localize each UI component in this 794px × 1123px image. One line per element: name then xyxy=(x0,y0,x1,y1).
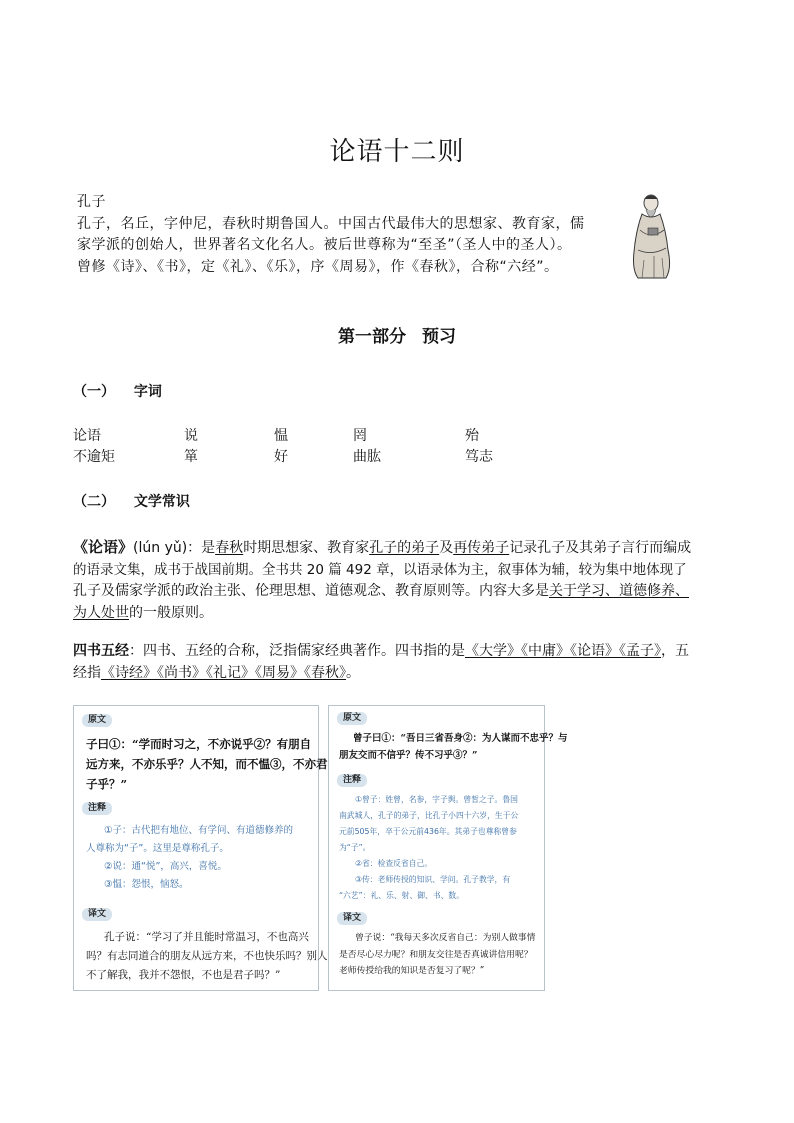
text-panel-zengzi xyxy=(328,705,568,991)
text-line: 子曰①：“学而时习之，不亦说乎②？有朋自 xyxy=(86,737,312,751)
term-lunyu: 《论语》 xyxy=(73,538,134,556)
pinyin: (lún yǔ)：是 xyxy=(133,540,216,556)
text: 经指 xyxy=(73,664,101,681)
text: 孔子及儒家学派的政治主张、伦理思想、道德观念、教育原则等。内容大多是 xyxy=(73,583,549,599)
vocab-item: 说 xyxy=(184,428,198,444)
text-line: 远方来，不亦乐乎？人不知，而不愠③，不亦君 xyxy=(86,757,328,771)
original-text xyxy=(339,730,567,764)
tag-notes: 注释 xyxy=(337,774,367,787)
text-panel-xue-er xyxy=(73,705,328,991)
note-line: ③传：老师传授的知识、学问。孔子教学，有 xyxy=(355,875,511,884)
text: 的语录文集，成书于战国前期。全书共 20 篇 492 章，以语录体为主，叙事体为辅，较为集中地体现了 xyxy=(73,561,687,578)
underlined-term: 为人处世 xyxy=(73,604,129,621)
text-line: 老师传授给我的知识是否复习了呢？” xyxy=(339,966,485,976)
note-line: ①子：古代把有地位、有学问、有道德修养的 xyxy=(104,825,294,836)
note-line: 南武城人，孔子的弟子，比孔子小四十六岁，生于公 xyxy=(339,811,519,820)
text-line: 吗？有志同道合的朋友从远方来，不也快乐吗？别人 xyxy=(86,950,328,962)
note-line: ②省：检查反省自己。 xyxy=(355,859,433,868)
confucius-portrait xyxy=(624,190,680,282)
underlined-term: 关于学习、道德修养、 xyxy=(549,583,689,599)
vocab-item: 箪 xyxy=(184,449,198,465)
note-line: “六艺”：礼、乐、射、御、书、数。 xyxy=(339,891,465,900)
author-name: 孔子 xyxy=(77,194,106,210)
section-number: （一） xyxy=(73,384,115,400)
note-line: 元前505年，卒于公元前436年。其弟子也尊称曾参 xyxy=(339,827,517,836)
text-line: 不了解我，我并不怨恨，不也是君子吗？” xyxy=(86,969,281,981)
vocab-item: 论语 xyxy=(73,428,101,444)
section-title: 字词 xyxy=(133,384,162,400)
underlined-term: 春秋 xyxy=(215,540,244,556)
underlined-term: 再传弟子 xyxy=(453,540,510,556)
text-line: 孔子说：“学习了并且能时常温习，不也高兴 xyxy=(104,931,309,943)
translation xyxy=(339,930,535,980)
text-line: 曾子曰①：“吾日三省吾身②：为人谋而不忠乎？与 xyxy=(353,733,568,744)
notes xyxy=(86,822,293,894)
text: 及 xyxy=(439,540,454,556)
vocab-item: 好 xyxy=(274,449,288,465)
section-heading-literature xyxy=(73,491,190,511)
author-intro xyxy=(77,192,597,278)
text-line: 子乎？” xyxy=(86,777,128,791)
underlined-term: 孔子的弟子 xyxy=(369,540,440,556)
original-text xyxy=(86,734,328,794)
lunyu-paragraph xyxy=(73,537,723,624)
vocab-item: 曲肱 xyxy=(353,449,381,465)
vocab-item: 愠 xyxy=(274,428,288,444)
tag-notes: 注释 xyxy=(82,802,112,815)
tag-translation: 译文 xyxy=(337,912,367,925)
tag-original: 原文 xyxy=(337,712,367,725)
vocab-item: 笃志 xyxy=(465,449,493,465)
tag-original: 原文 xyxy=(82,714,112,727)
vocab-item: 不逾矩 xyxy=(73,449,115,465)
text: ：四书、五经的合称，泛指儒家经典著作。四书指的是 xyxy=(129,643,465,659)
note-line: 为“子”。 xyxy=(339,843,371,852)
text: 记录孔子及其弟子言行而编成 xyxy=(509,540,692,556)
section-number: （二） xyxy=(73,494,115,510)
notes xyxy=(339,792,518,904)
underlined-term: 《大学》《中庸》《论语》《孟子》 xyxy=(465,643,661,659)
note-line: ③愠：怨恨，恼怒。 xyxy=(104,879,189,890)
note-line: ②说：通“悦”，高兴，喜悦。 xyxy=(104,861,227,872)
page-title: 论语十二则 xyxy=(329,137,465,167)
section-heading-vocab xyxy=(73,381,162,401)
author-line: 孔子，名丘，字仲尼，春秋时期鲁国人。中国古代最伟大的思想家、教育家，儒 xyxy=(77,215,585,232)
text-line: 曾子说：“我每天多次反省自己：为别人做事情 xyxy=(355,933,536,943)
text-line: 是否尽心尽力呢？和朋友交往是否真诚讲信用呢？ xyxy=(339,949,533,960)
text: ，五 xyxy=(661,643,689,659)
text-line: 朋友交而不信乎？传不习乎③？” xyxy=(339,750,478,761)
underlined-term: 《诗经》《尚书》《礼记》《周易》《春秋》 xyxy=(101,664,346,681)
tag-translation: 译文 xyxy=(82,908,112,921)
text: 时期思想家、教育家 xyxy=(243,540,370,556)
vocab-item: 罔 xyxy=(353,428,367,444)
text: 。 xyxy=(346,664,360,681)
note-line: 人尊称为“子”。这里是尊称孔子。 xyxy=(86,843,229,854)
vocab-item: 殆 xyxy=(465,428,479,444)
translation xyxy=(86,928,328,985)
author-line: 家学派的创始人，世界著名文化名人。被后世尊称为“至圣”（圣人中的圣人）。 xyxy=(77,237,572,253)
part-title: 第一部分 预习 xyxy=(338,327,456,347)
sishu-wujing-paragraph xyxy=(73,641,723,684)
note-line: ①曾子：姓曾，名参，字子舆。曾皙之子。鲁国 xyxy=(355,795,518,804)
author-line: 曾修《诗》、《书》，定《礼》、《乐》，序《周易》，作《春秋》，合称“六经”。 xyxy=(77,258,559,275)
text: 的一般原则。 xyxy=(129,604,213,621)
section-title: 文学常识 xyxy=(133,494,190,510)
term-sishu-wujing: 四书五经 xyxy=(73,643,129,659)
